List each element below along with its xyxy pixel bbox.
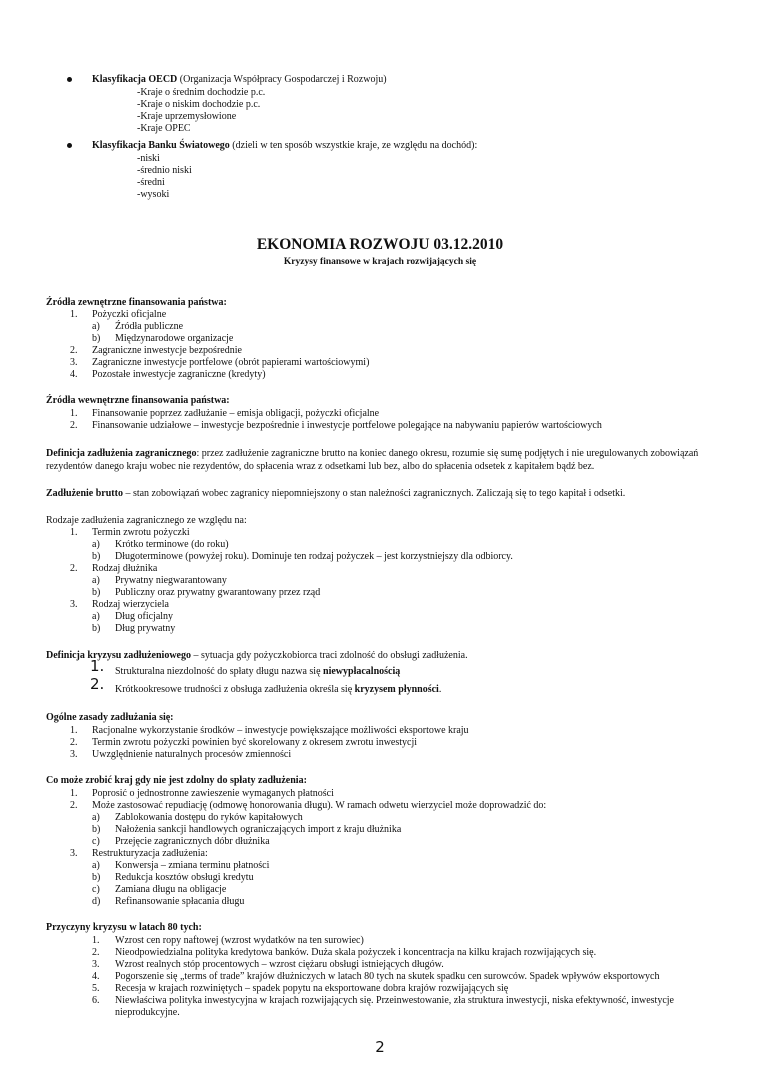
list-number: a) xyxy=(92,575,100,586)
list-number: b) xyxy=(92,587,101,598)
list-item: Konwersja – zmiana terminu płatności xyxy=(115,860,270,871)
list-number: 2. xyxy=(70,737,78,748)
list-item: -Kraje uprzemysłowione xyxy=(137,111,237,122)
definition-text: – stan zobowiązań wobec zagranicy niepomniejszony o stan należności zagranicznych. Zaliczają się to tego kapitał i odsetki. xyxy=(122,488,626,499)
list-item xyxy=(115,666,400,678)
definition-term: Zadłużenie brutto xyxy=(46,488,123,499)
list-item: Dług prywatny xyxy=(115,623,176,634)
list-item: Międzynarodowe organizacje xyxy=(115,333,234,344)
list-number: c) xyxy=(92,836,100,847)
list-item: Redukcja kosztów obsługi kredytu xyxy=(115,872,254,883)
list-number: 3. xyxy=(70,848,78,859)
list-number: 4. xyxy=(92,971,100,982)
list-number: 1. xyxy=(70,725,78,736)
list-number: 4. xyxy=(70,369,78,380)
list-item: Zamiana długu na obligacje xyxy=(115,884,227,895)
definition-term: Definicja kryzysu zadłużeniowego xyxy=(46,650,191,661)
list-item: Finansowanie udziałowe – inwestycje bezpośrednie i inwestycje portfelowe polegające na nabywaniu papierów wartościowych xyxy=(92,420,602,431)
section-heading: Ogólne zasady zadłużania się: xyxy=(46,712,174,723)
bank-label: Klasyfikacja Banku Światowego xyxy=(92,140,230,151)
list-item-term: niewypłacalnością xyxy=(323,666,401,677)
oecd-classification xyxy=(92,74,387,86)
list-number: a) xyxy=(92,321,100,332)
list-number: 2. xyxy=(70,345,78,356)
list-item: Pozostałe inwestycje zagraniczne (kredyty) xyxy=(92,369,266,380)
list-item: Zagraniczne inwestycje bezpośrednie xyxy=(92,345,242,356)
list-item: -wysoki xyxy=(137,189,170,200)
list-number: 2. xyxy=(92,947,100,958)
list-number: b) xyxy=(92,824,101,835)
list-item: Wzrost realnych stóp procentowych – wzrost ciężaru obsługi istniejących długów. xyxy=(115,959,444,970)
world-bank-classification xyxy=(92,140,477,152)
list-item: Prywatny niegwarantowany xyxy=(115,575,227,586)
list-number: 1. xyxy=(70,309,78,320)
section-heading: Co może zrobić kraj gdy nie jest zdolny do spłaty zadłużenia: xyxy=(46,775,307,786)
definition-text: : przez zadłużenie zagraniczne brutto na koniec danego okresu, rozumie się sumę podjętych i nie uregulowanych zobowiązań xyxy=(196,448,699,459)
definition-paragraph xyxy=(46,488,625,500)
list-item: Refinansowanie spłacania długu xyxy=(115,896,245,907)
list-item: Termin zwrotu pożyczki xyxy=(92,527,190,538)
list-number: 6. xyxy=(92,995,100,1006)
list-number: 2. xyxy=(90,675,105,693)
list-number: a) xyxy=(92,812,100,823)
list-item: Może zastosować repudiację (odmowę honorowania długu). W ramach odwetu wierzyciel może doprowadzić do: xyxy=(92,800,547,811)
list-number: 1. xyxy=(70,788,78,799)
list-item: Wzrost cen ropy naftowej (wzrost wydatków na ten surowiec) xyxy=(115,935,364,946)
list-item: Finansowanie poprzez zadłużanie – emisja obligacji, pożyczki oficjalne xyxy=(92,408,380,419)
page-subtitle: Kryzysy finansowe w krajach rozwijających się xyxy=(283,257,477,267)
list-item: Dług oficjalny xyxy=(115,611,174,622)
definition-paragraph xyxy=(46,448,698,460)
list-number: a) xyxy=(92,611,100,622)
list-number: 1. xyxy=(70,408,78,419)
bullet-icon xyxy=(67,143,72,148)
oecd-label: Klasyfikacja OECD xyxy=(92,74,178,85)
page-number: 2 xyxy=(375,1038,385,1056)
list-item: Krótko terminowe (do roku) xyxy=(115,539,229,550)
list-number: a) xyxy=(92,860,100,871)
list-item xyxy=(115,684,441,696)
list-item: Zagraniczne inwestycje portfelowe (obrót papierami wartościowymi) xyxy=(92,357,370,368)
list-item: Źródła publiczne xyxy=(115,321,184,332)
list-number: b) xyxy=(92,872,101,883)
list-number: b) xyxy=(92,623,101,634)
list-item: Rodzaj wierzyciela xyxy=(92,599,169,610)
list-item-end: . xyxy=(438,684,442,695)
list-item-term: kryzysem płynności xyxy=(354,684,439,695)
list-item: -niski xyxy=(137,153,160,164)
definition-term: Definicja zadłużenia zagranicznego xyxy=(46,448,197,459)
list-item: Poprosić o jednostronne zawieszenie wymaganych płatności xyxy=(92,788,334,799)
list-item: -Kraje o średnim dochodzie p.c. xyxy=(137,87,266,98)
list-number: 1. xyxy=(90,657,105,675)
bank-description: (dzieli w ten sposób wszystkie kraje, ze względu na dochód): xyxy=(229,140,478,151)
definition-text: rezydentów danego kraju wobec nie rezydentów, do spłacenia wraz z odsetkami lub bez, albo do spłacenia odsetek z kapitałem bądź bez. xyxy=(46,461,595,472)
list-item: -Kraje OPEC xyxy=(137,123,191,134)
list-item-text: Krótkookresowe trudności z obsługa zadłużenia określa się xyxy=(115,684,355,695)
list-item: Nieodpowiedzialna polityka kredytowa banków. Duża skala pożyczek i koncentracja na kilku krajach rozwijających się. xyxy=(115,947,597,958)
list-number: 3. xyxy=(92,959,100,970)
list-item: -Kraje o niskim dochodzie p.c. xyxy=(137,99,261,110)
list-item: Rodzaj dłużnika xyxy=(92,563,158,574)
list-item: -średni xyxy=(137,177,165,188)
definition-text: – sytuacja gdy pożyczkobiorca traci zdolność do obsługi zadłużenia. xyxy=(191,650,468,661)
section-heading: Źródła zewnętrzne finansowania państwa: xyxy=(46,297,227,308)
list-item: Zablokowania dostępu do ryków kapitałowych xyxy=(115,812,303,823)
list-item: Restrukturyzacja zadłużenia: xyxy=(92,848,208,859)
list-item: Nałożenia sankcji handlowych ograniczających import z kraju dłużnika xyxy=(115,824,402,835)
list-item-text: Strukturalna niezdolność do spłaty długu nazwa się xyxy=(115,666,324,677)
list-number: b) xyxy=(92,333,101,344)
list-item: Racjonalne wykorzystanie środków – inwestycje powiększające możliwości eksportowe kraju xyxy=(92,725,469,736)
oecd-description: (Organizacja Współpracy Gospodarczej i Rozwoju) xyxy=(177,74,387,85)
list-item: Długoterminowe (powyżej roku). Dominuje ten rodzaj pożyczek – jest korzystniejszy dla odbiorcy. xyxy=(115,551,513,562)
section-heading: Przyczyny kryzysu w latach 80 tych: xyxy=(46,922,202,933)
list-number: 1. xyxy=(92,935,100,946)
list-item: Pogorszenie się „terms of trade” krajów dłużniczych w latach 80 tych na skutek spadku cen surowców. Spadek wpływów eksportowych xyxy=(115,971,660,982)
list-number: 3. xyxy=(70,357,78,368)
list-number: 3. xyxy=(70,749,78,760)
list-item: Pożyczki oficjalne xyxy=(92,309,167,320)
list-number: 3. xyxy=(70,599,78,610)
list-number: a) xyxy=(92,539,100,550)
list-item: Niewłaściwa polityka inwestycyjna w krajach rozwijających się. Przeinwestowanie, zła struktura inwestycji, niska efektywność, inwestycje nieprodukcyjne. xyxy=(115,995,674,1019)
list-number: d) xyxy=(92,896,101,907)
list-number: 2. xyxy=(70,420,78,431)
list-number: 1. xyxy=(70,527,78,538)
list-item: Recesja w krajach rozwiniętych – spadek popytu na eksportowane dobra krajów rozwijających się xyxy=(115,983,509,994)
list-number: 2. xyxy=(70,563,78,574)
list-item: Termin zwrotu pożyczki powinien być skorelowany z okresem zwrotu inwestycji xyxy=(92,737,418,748)
list-number: 5. xyxy=(92,983,100,994)
definition-paragraph xyxy=(46,650,468,662)
list-item: Uwzględnienie naturalnych procesów zmienności xyxy=(92,749,292,760)
list-number: b) xyxy=(92,551,101,562)
list-number: 2. xyxy=(70,800,78,811)
list-item: -średnio niski xyxy=(137,165,192,176)
section-heading: Źródła wewnętrzne finansowania państwa: xyxy=(46,395,230,406)
list-number: c) xyxy=(92,884,100,895)
page-title: EKONOMIA ROZWOJU 03.12.2010 xyxy=(256,236,504,253)
bullet-icon xyxy=(67,77,72,82)
list-item: Publiczny oraz prywatny gwarantowany przez rząd xyxy=(115,587,321,598)
section-heading: Rodzaje zadłużenia zagranicznego ze względu na: xyxy=(46,515,247,526)
list-item: Przejęcie zagranicznych dóbr dłużnika xyxy=(115,836,270,847)
